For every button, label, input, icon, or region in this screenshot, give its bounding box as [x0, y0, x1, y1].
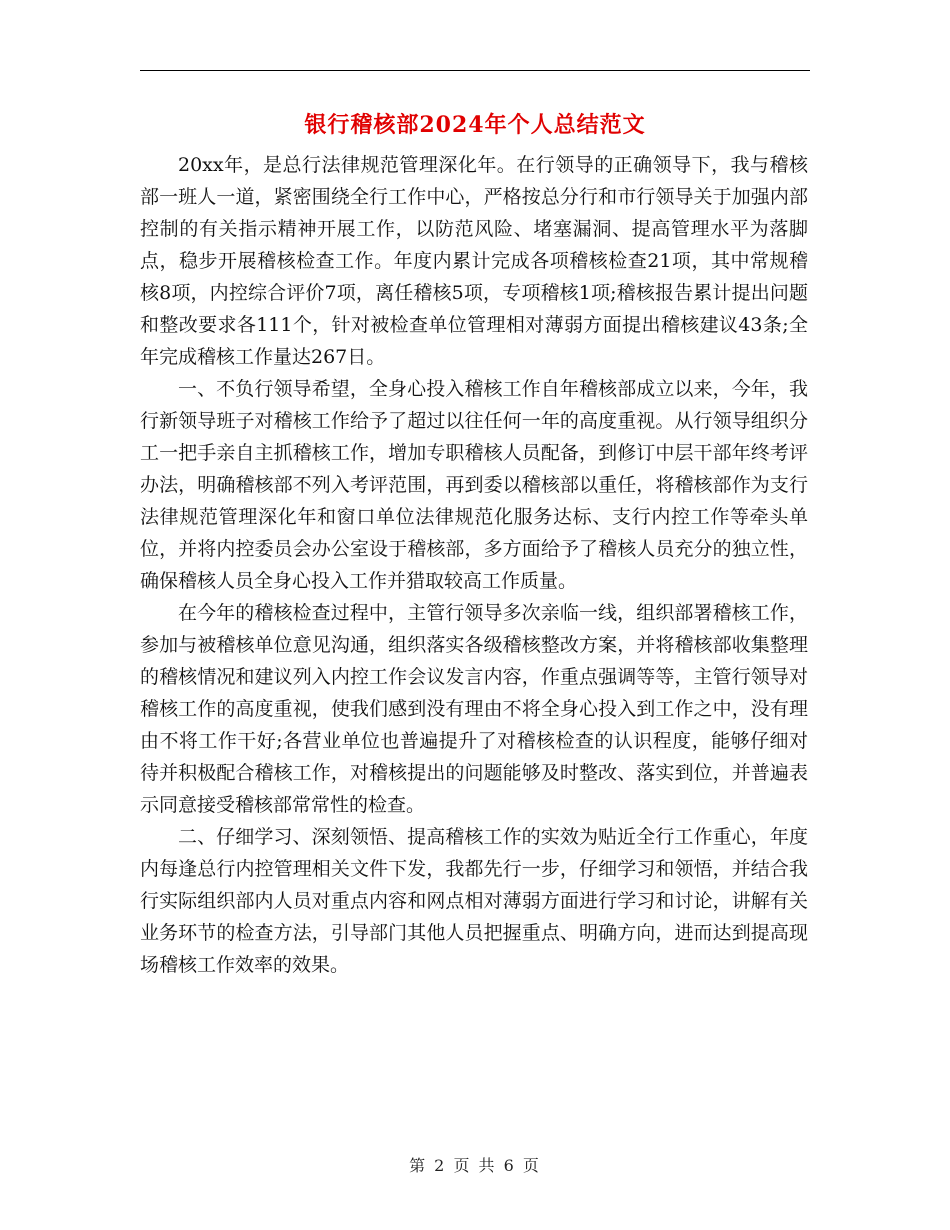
header-rule: [140, 70, 810, 71]
paragraph-inspection: 在今年的稽核检查过程中，主管行领导多次亲临一线，组织部署稽核工作，参加与被稽核单位意见沟通，组织落实各级稽核整改方案，并将稽核部收集整理的稽核情况和建议列入内控工作会议发言内容，作重点强调等等，主管行领导对稽核工作的高度重视，使我们感到没有理由不将全身心投入到工作之中，没有理由不将工作干好;各营业单位也普遍提升了对稽核检查的认识程度，能够仔细对待并积极配合稽核工作，对稽核提出的问题能够及时整改、落实到位，并普遍表示同意接受稽核部常常性的检查。: [140, 602, 808, 816]
document-body: [140, 149, 808, 981]
document-title: 银行稽核部2024年个人总结范文: [304, 112, 646, 138]
page-number-footer: 第 2 页 共 6 页: [409, 1156, 541, 1175]
paragraph-section-one: 一、不负行领导希望，全身心投入稽核工作自年稽核部成立以来，今年，我行新领导班子对稽核工作给予了超过以往任何一年的高度重视。从行领导组织分工一把手亲自主抓稽核工作，增加专职稽核人员配备，到修订中层干部年终考评办法，明确稽核部不列入考评范围，再到委以稽核部以重任，将稽核部作为支行法律规范管理深化年和窗口单位法律规范化服务达标、支行内控工作等牵头单位，并将内控委员会办公室设于稽核部，多方面给予了稽核人员充分的独立性，确保稽核人员全身心投入工作并猎取较高工作质量。: [140, 378, 808, 592]
paragraph-section-two: 二、仔细学习、深刻领悟、提高稽核工作的实效为贴近全行工作重心，年度内每逢总行内控管理相关文件下发，我都先行一步，仔细学习和领悟，并结合我行实际组织部内人员对重点内容和网点相对薄弱方面进行学习和讨论，讲解有关业务环节的检查方法，引导部门其他人员把握重点、明确方向，进而达到提高现场稽核工作效率的效果。: [140, 826, 808, 976]
paragraph-intro: 20xx年，是总行法律规范管理深化年。在行领导的正确领导下，我与稽核部一班人一道，紧密围绕全行工作中心，严格按总分行和市行领导关于加强内部控制的有关指示精神开展工作，以防范风险、堵塞漏洞、提高管理水平为落脚点，稳步开展稽核检查工作。年度内累计完成各项稽核检查21项，其中常规稽核8项，内控综合评价7项，离任稽核5项，专项稽核1项;稽核报告累计提出问题和整改要求各111个，针对被检查单位管理相对薄弱方面提出稽核建议43条;全年完成稽核工作量达267日。: [140, 154, 808, 368]
